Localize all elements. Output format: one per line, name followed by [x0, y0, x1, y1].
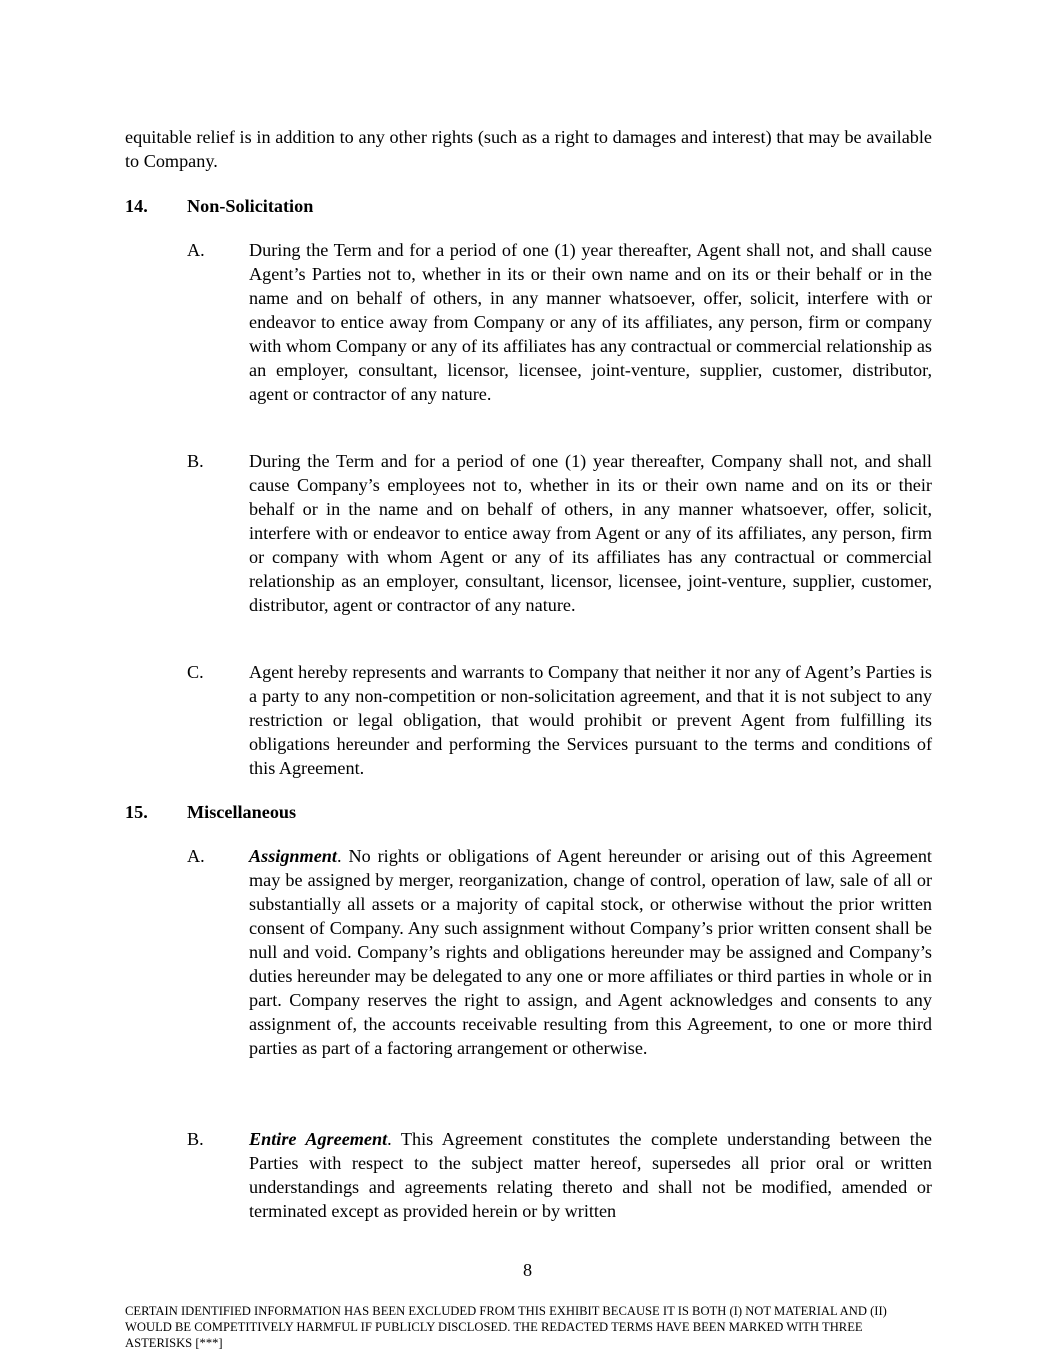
section-number: 14. [125, 196, 148, 216]
item-term: Entire Agreement [249, 1129, 388, 1149]
item-letter: B. [187, 451, 204, 471]
item-text: During the Term and for a period of one (1) year thereafter, Company shall not, and shall cause Company’s employees not to, whether in its or their own name and on its or their behalf or in the name and on behalf of others, in any manner whatsoever, offer, solicit, interfere with or endeavor to entice away from Agent or any of its affiliates, any person, firm or company with whom Agent or any of its affiliates has any contractual or commercial relationship as an employer, consultant, licensor, licensee, joint-venture, supplier, customer, distributor, agent or contractor of any nature. [249, 451, 932, 615]
item-body: . No rights or obligations of Agent hereunder or arising out of this Agreement may be assigned by merger, reorganization, change of control, operation of law, sale of all or substantially all assets or a majority of capital stock, or otherwise without the prior written consent of Company. Any such assignment without Company’s prior written consent shall be null and void. Company’s rights and obligations hereunder may be assigned and Company’s duties hereunder may be delegated to any one or more affiliates or third parties in whole or in part. Company reserves the right to assign, and Agent acknowledges and consents to any assignment of, the accounts receivable resulting from this Agreement, to one or more third parties as part of a factoring arrangement or otherwise. [249, 846, 932, 1058]
item-text: Agent hereby represents and warrants to Company that neither it nor any of Agent’s Parties is a party to any non-competition or non-solicitation agreement, and that it is not subject to any restriction or legal obligation, that would prohibit or prevent Agent from fulfilling its obligations hereunder and performing the Services pursuant to the terms and conditions of this Agreement. [249, 662, 932, 778]
page-number: 8 [522, 1260, 533, 1280]
item-text: During the Term and for a period of one (1) year thereafter, Agent shall not, and shall cause Agent’s Parties not to, whether in its or their own name and on its or their behalf or in the name and on behalf of others, in any manner whatsoever, offer, solicit, interfere with or endeavor to entice away from Company or any of its affiliates, any person, firm or company with whom Company or any of its affiliates has any contractual or commercial relationship as an employer, consultant, licensor, licensee, joint-venture, supplier, customer, distributor, agent or contractor of any nature. [249, 240, 932, 404]
section-14-heading [125, 194, 313, 218]
item-letter: C. [187, 662, 204, 682]
item-letter: A. [187, 846, 205, 866]
section-number: 15. [125, 802, 148, 822]
item-text [249, 844, 932, 1060]
redaction-footer-notice: CERTAIN IDENTIFIED INFORMATION HAS BEEN EXCLUDED FROM THIS EXHIBIT BECAUSE IT IS BOTH (I) NOT MATERIAL AND (II) WOULD BE COMPETITIVELY HARMFUL IF PUBLICLY DISCLOSED. THE REDACTED TERMS HAVE BEEN MARKED WITH THREE ASTERISKS [***] [125, 1304, 887, 1350]
item-text [249, 1127, 932, 1223]
item-body: . This Agreement constitutes the complete understanding between the Parties with respect to the subject matter hereof, supersedes all prior oral or written understandings and agreements relating thereto and shall not be modified, amended or terminated except as provided herein or by written [249, 1129, 932, 1221]
section-title: Non-Solicitation [187, 196, 314, 216]
item-letter: A. [187, 240, 205, 260]
section-15-heading [125, 800, 296, 824]
item-term: Assignment [249, 846, 337, 866]
intro-paragraph: equitable relief is in addition to any other rights (such as a right to damages and interest) that may be available to Company. [125, 127, 932, 171]
item-letter: B. [187, 1129, 204, 1149]
section-title: Miscellaneous [187, 802, 297, 822]
